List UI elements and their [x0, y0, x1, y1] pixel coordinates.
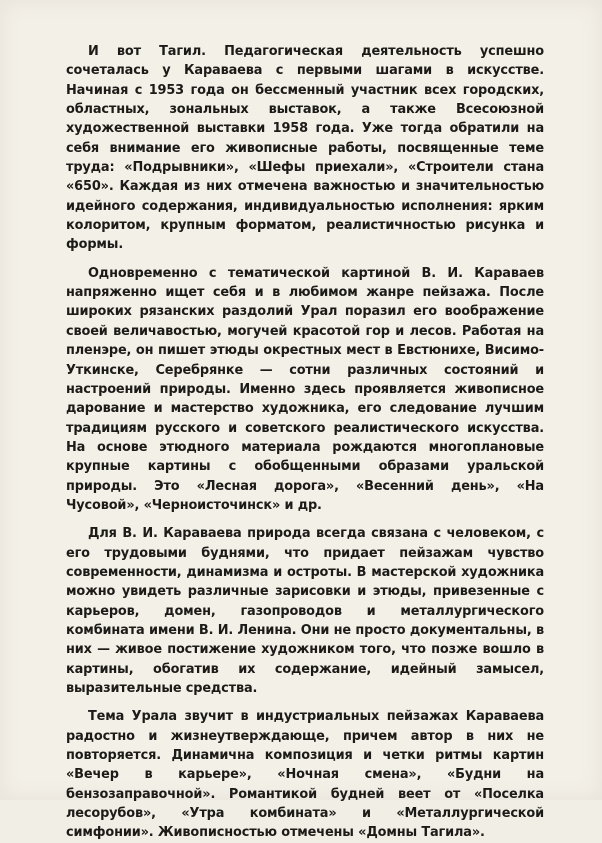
body-text	[66, 42, 544, 843]
paragraph-2: Одновременно с тематической картиной В. И. Караваев напряженно ищет себя и в любимом жанре пейзажа. После широких рязанских раздолий Урал поразил его воображение своей величавостью, могучей красотой гор и лесов. Работая на пленэре, он пишет этюды окрестных мест в Евстюнихе, Висимо-Уткинске, Серебрянке — сотни различных состояний и настроений природы. Именно здесь проявляется живописное дарование и мастерство художника, его следование лучшим традициям русского и советского реалистического искусства. На основе этюдного материала рождаются многоплановые крупные картины с обобщенными образами уральской природы. Это «Лесная дорога», «Весенний день», «На Чусовой», «Черноисточинск» и др.	[66, 265, 544, 513]
paragraph-4: Тема Урала звучит в индустриальных пейзажах Караваева радостно и жизнеутверждающе, причем автор в них не повторяется. Динамична композиция и четки ритмы картин «Вечер в карьере», «Ночная смена», «Будни на бензозаправочной». Романтикой будней веет от «Поселка лесорубов», «Утра комбината» и «Металлургической симфонии». Живописностью отмечены «Домны Тагила».	[66, 709, 544, 841]
paragraph-3: Для В. И. Караваева природа всегда связана с человеком, с его трудовыми буднями, что придает пейзажам чувство современности, динамизма и остроты. В мастерской художника можно увидеть различные зарисовки и этюды, привезенные с карьеров, домен, газопроводов и металлургического комбината имени В. И. Ленина. Они не просто документальны, в них — живое постижение художником того, что позже вошло в картины, обогатив их содержание, идейный замысел, выразительные средства.	[66, 526, 544, 696]
paragraph-1: И вот Тагил. Педагогическая деятельность успешно сочеталась у Караваева с первыми шагами в искусстве. Начиная с 1953 года он бессменный участник всех городских, областных, зональных выставок, а также Всесоюзной художественной выставки 1958 года. Уже тогда обратили на себя внимание его живописные работы, посвященные теме труда: «Подрывники», «Шефы приехали», «Строители стана «650». Каждая из них отмечена важностью и значительностью идейного содержания, индивидуальностью исполнения: ярким колоритом, крупным форматом, реалистичностью рисунка и формы.	[66, 44, 544, 253]
